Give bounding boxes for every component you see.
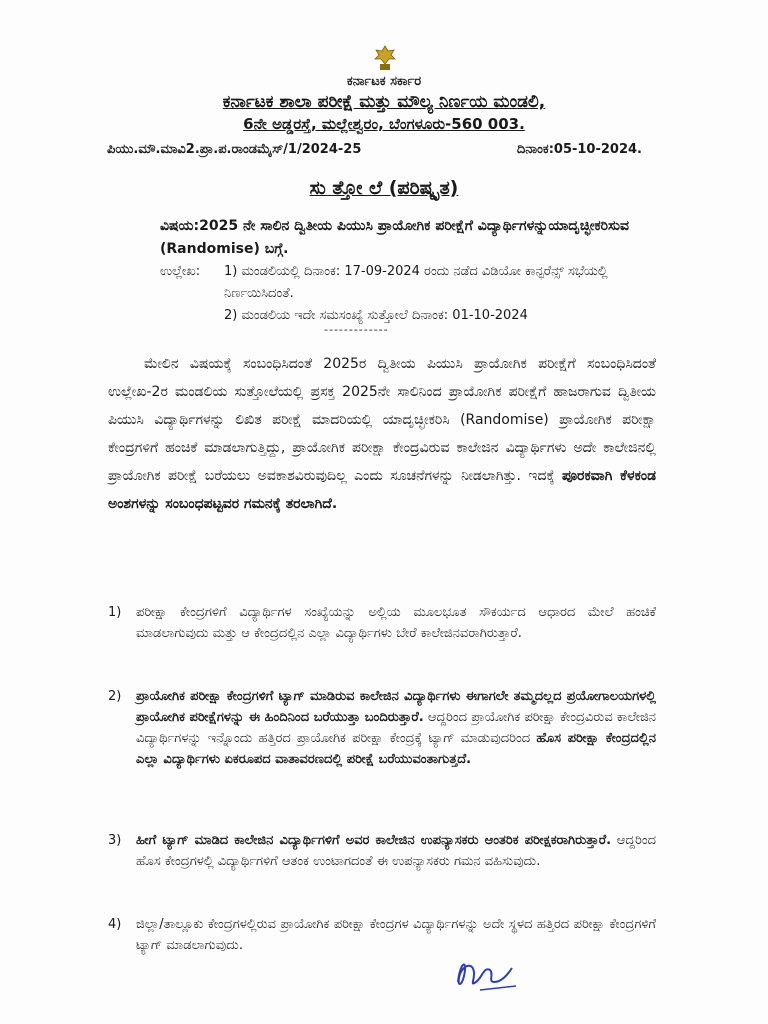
point-bold-text: ಹೀಗೆ ಟ್ಯಾಗ್ ಮಾಡಿದ ಕಾಲೇಜಿನ ವಿದ್ಯಾರ್ಥಿಗಳಿಗೆ ಅವರ ಕಾಲೇಜಿನ ಉಪನ್ಯಾಸಕರು ಆಂತರಿಕ ಪರೀಕ್ಷಕರಾಗಿರುತ್ತಾರೆ. (136, 833, 612, 848)
signature (450, 952, 520, 996)
section-divider: ------------- (324, 323, 389, 336)
board-address: 6ನೇ ಅಡ್ಡರಸ್ತೆ, ಮಲ್ಲೇಶ್ವರಂ, ಬೆಂಗಳೂರು-560 003. (243, 115, 525, 133)
point-text (136, 830, 656, 872)
point-text: ಜಿಲ್ಲಾ/ತಾಲ್ಲೂಕು ಕೇಂದ್ರಗಳಲ್ಲಿರುವ ಪ್ರಾಯೋಗಿಕ ಪರೀಕ್ಷಾ ಕೇಂದ್ರಗಳ ವಿದ್ಯಾರ್ಥಿಗಳನ್ನು ಅದೇ ಸ್ಥಳದ ಹತ್ತಿರದ ಪರೀಕ್ಷಾ ಕೇಂದ್ರಗಳಿಗೆ ಟ್ಯಾಗ್ ಮಾಡಲಾಗುವುದು. (136, 917, 656, 953)
reference-number: ಪಿಯು.ಮೌ.ಮಾವಿ2.ಪ್ರಾ.ಪ.ರಾಂಡಮೈಸ್/1/2024-25 (107, 142, 362, 157)
references-label: ಉಲ್ಲೇಖ: (160, 264, 201, 279)
issue-date: ದಿನಾಂಕ:05-10-2024. (516, 142, 642, 157)
body-paragraph (108, 350, 656, 518)
board-name: ಕರ್ನಾಟಕ ಶಾಲಾ ಪರೀಕ್ಷೆ ಮತ್ತು ಮೌಲ್ಯ ನಿರ್ಣಯ ಮಂಡಲಿ, (222, 92, 546, 112)
reference-2: 2) ಮಂಡಲಿಯ ಇದೇ ಸಮಸಂಖ್ಯೆ ಸುತ್ತೋಲೆ ದಿನಾಂಕ: 01-10-2024 (224, 308, 528, 323)
body-main-text: ಮೇಲಿನ ವಿಷಯಕ್ಕೆ ಸಂಬಂಧಿಸಿದಂತೆ 2025ರ ದ್ವಿತೀಯ ಪಿಯುಸಿ ಪ್ರಾಯೋಗಿಕ ಪರೀಕ್ಷೆಗೆ ಸಂಬಂಧಿಸಿದಂತೆ ಉಲ್ಲೇಖ-2ರ ಮಂಡಲಿಯ ಸುತ್ತೋಲೆಯಲ್ಲಿ ಪ್ರಸಕ್ತ 2025ನೇ ಸಾಲಿನಿಂದ ಪ್ರಾಯೋಗಿಕ ಪರೀಕ್ಷೆಗೆ ಹಾಜರಾಗುವ ದ್ವಿತೀಯ ಪಿಯುಸಿ ವಿದ್ಯಾರ್ಥಿಗಳನ್ನು ಲಿಖಿತ ಪರೀಕ್ಷೆ ಮಾದರಿಯಲ್ಲಿ ಯಾದೃಚ್ಛೀಕರಿಸಿ (Randomise) ಪ್ರಾಯೋಗಿಕ ಪರೀಕ್ಷಾ ಕೇಂದ್ರಗಳಿಗೆ ಹಂಚಿಕೆ ಮಾಡಲಾಗುತ್ತಿದ್ದು, ಪ್ರಾಯೋಗಿಕ ಪರೀಕ್ಷಾ ಕೇಂದ್ರವಿರುವ ಕಾಲೇಜಿನ ವಿದ್ಯಾರ್ಥಿಗಳು ಅದೇ ಕಾಲೇಜಿನಲ್ಲಿ ಪ್ರಾಯೋಗಿಕ ಪರೀಕ್ಷೆ ಬರೆಯಲು ಅವಕಾಶವಿರುವುದಿಲ್ಲ ಎಂದು ಸೂಚನೆಗಳನ್ನು ನೀಡಲಾಗಿತ್ತು. ಇದಕ್ಕೆ (108, 356, 656, 484)
point-text: ಪರೀಕ್ಷಾ ಕೇಂದ್ರಗಳಿಗೆ ವಿದ್ಯಾರ್ಥಿಗಳ ಸಂಖ್ಯೆಯನ್ನು ಅಲ್ಲಿಯ ಮೂಲಭೂತ ಸೌಕರ್ಯದ ಆಧಾರದ ಮೇಲೆ ಹಂಚಿಕೆ ಮಾಡಲಾಗುವುದು ಮತ್ತು ಆ ಕೇಂದ್ರದಲ್ಲಿನ ಎಲ್ಲಾ ವಿದ್ಯಾರ್ಥಿಗಳು ಬೇರೆ ಕಾಲೇಜಿನವರಾಗಿರುತ್ತಾರೆ. (136, 605, 656, 641)
circular-title: ಸು ತ್ತೋ ಲೆ (ಪರಿಷ್ಕೃತ) (309, 177, 459, 199)
point-bold-text: ಪ್ರಾಯೋಗಿಕ ಪರೀಕ್ಷಾ ಕೇಂದ್ರಗಳಿಗೆ ಟ್ಯಾಗ್ ಮಾಡಿರುವ ಕಾಲೇಜಿನ ವಿದ್ಯಾರ್ಥಿಗಳು ಈಗಾಗಲೇ ತಮ್ಮದಲ್ಲದ ಪ್ರಯೋಗಾಲಯಗಳಲ್ಲಿ ಪ್ರಾಯೋಗಿಕ ಪರೀಕ್ಷೆಗಳನ್ನು ಈ ಹಿಂದಿನಿಂದ ಬರೆಯುತ್ತಾ ಬಂದಿರುತ್ತಾರೆ. (136, 689, 656, 725)
subject-line: ವಿಷಯ:2025 ನೇ ಸಾಲಿನ ದ್ವಿತೀಯ ಪಿಯುಸಿ ಪ್ರಾಯೋಗಿಕ ಪರೀಕ್ಷೆಗೆ ವಿದ್ಯಾರ್ಥಿಗಳನ್ನುಯಾದೃಚ್ಛೀಕರಿಸುವ (Randomise) ಬಗ್ಗೆ. (160, 218, 629, 257)
point-number: 3) (108, 833, 122, 848)
point-normal-text: ಆದ್ದರಿಂದ ಹೊಸ ಕೇಂದ್ರಗಳಲ್ಲಿ ವಿದ್ಯಾರ್ಥಿಗಳಿಗೆ ಆತಂಕ ಉಂಟಾಗದಂತೆ ಈ ಉಪನ್ಯಾಸಕರು ಗಮನ ವಹಿಸುವುದು. (136, 833, 656, 869)
point-number: 4) (108, 917, 122, 932)
government-name: ಕರ್ನಾಟಕ ಸರ್ಕಾರ (346, 74, 422, 89)
reference-1: 1) ಮಂಡಲಿಯಲ್ಲಿ ದಿನಾಂಕ: 17-09-2024 ರಂದು ನಡೆದ ವಿಡಿಯೋ ಕಾನ್ಫರೆನ್ಸ್ ಸಭೆಯಲ್ಲಿ ನಿರ್ಣಯಿಸಿದಂತೆ. (224, 264, 608, 301)
body-bold-text: ಪೂರಕವಾಗಿ ಕೆಳಕಂಡ ಅಂಶಗಳನ್ನು ಸಂಬಂಧಪಟ್ಟವರ ಗಮನಕ್ಕೆ ತರಲಾಗಿದೆ. (108, 468, 656, 512)
point-number: 1) (108, 605, 122, 620)
point-text (136, 686, 656, 770)
point-bold-text: ಹೊಸ ಪರೀಕ್ಷಾ ಕೇಂದ್ರದಲ್ಲಿನ ಎಲ್ಲಾ ವಿದ್ಯಾರ್ಥಿಗಳು ಏಕರೂಪದ ವಾತಾವರಣದಲ್ಲಿ ಪರೀಕ್ಷೆ ಬರೆಯುವಂತಾಗುತ್ತದೆ. (136, 731, 656, 767)
point-number: 2) (108, 689, 122, 704)
point-normal-text: ಆದ್ದರಿಂದ ಪ್ರಾಯೋಗಿಕ ಪರೀಕ್ಷಾ ಕೇಂದ್ರವಿರುವ ಕಾಲೇಜಿನ ವಿದ್ಯಾರ್ಥಿಗಳನ್ನು ಇನ್ನೊಂದು ಹತ್ತಿರದ ಪ್ರಾಯೋಗಿಕ ಪರೀಕ್ಷಾ ಕೇಂದ್ರಕ್ಕೆ ಟ್ಯಾಗ್ ಮಾಡುವುದರಿಂದ (136, 710, 656, 746)
karnataka-emblem-icon (372, 44, 398, 72)
